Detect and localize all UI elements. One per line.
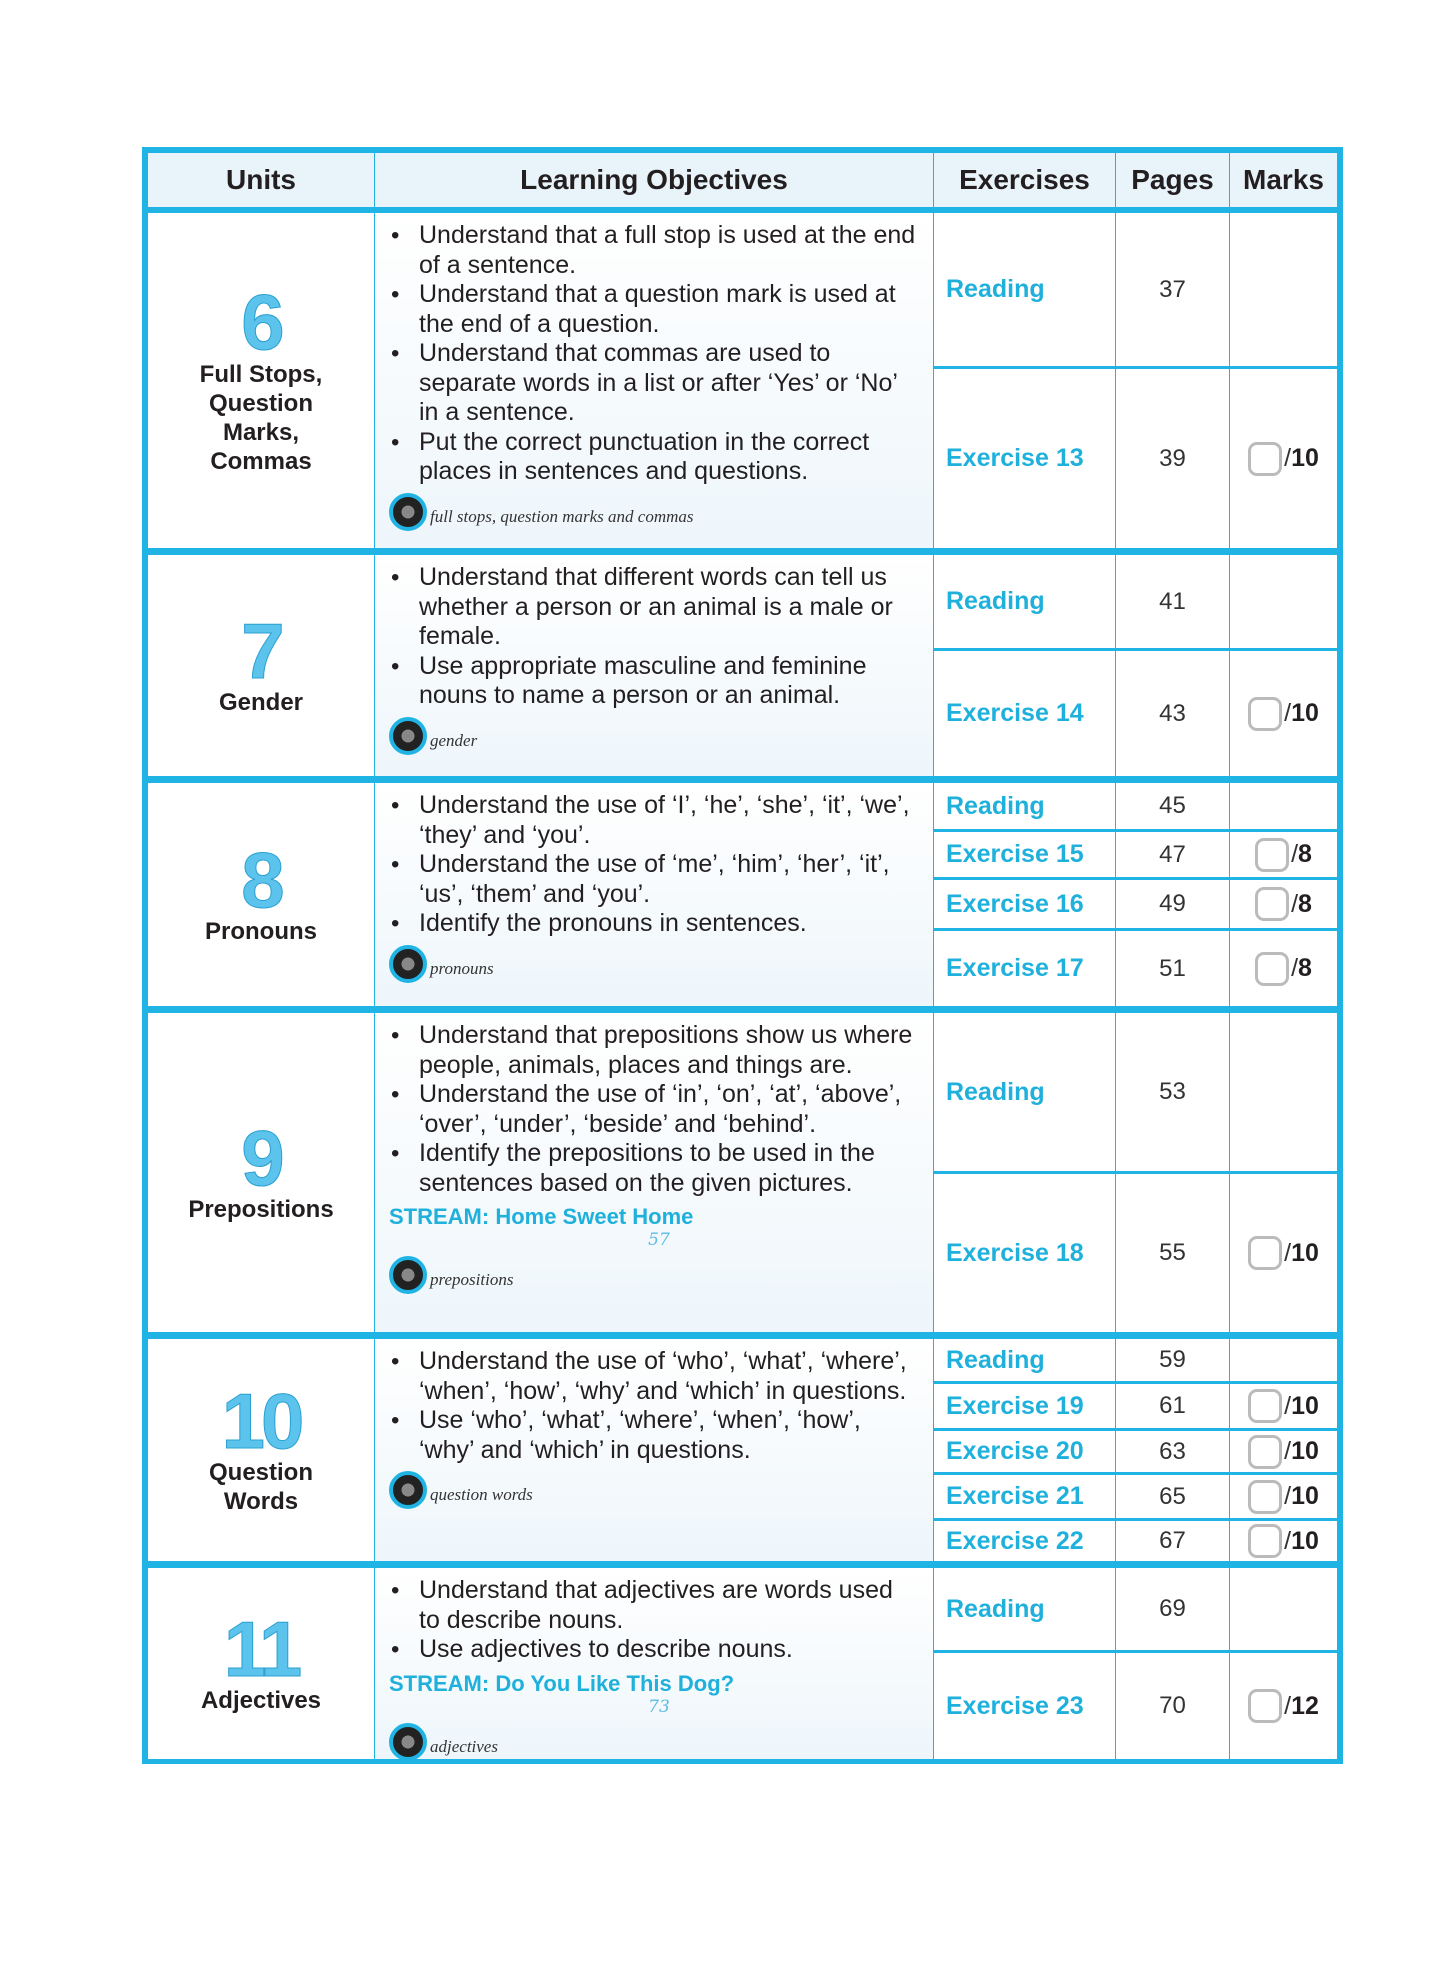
marks-slash: / bbox=[1284, 1238, 1292, 1267]
objectives-list bbox=[389, 1576, 919, 1665]
stream-label[interactable]: STREAM: Home Sweet Home bbox=[389, 1204, 694, 1229]
header-exercises: Exercises bbox=[934, 153, 1115, 207]
exercise-exercise-19[interactable]: Exercise 19 bbox=[934, 1384, 1115, 1428]
disc-icon bbox=[389, 1471, 427, 1509]
objective-item: • Use appropriate masculine and feminine nouns to name a person or an animal. bbox=[419, 652, 919, 711]
objective-item: • Identify the pronouns in sentences. bbox=[419, 909, 919, 939]
marks-input-box[interactable] bbox=[1248, 442, 1282, 476]
exercise-reading[interactable]: Reading bbox=[934, 783, 1115, 829]
marks-slash: / bbox=[1284, 1391, 1292, 1420]
exercise-exercise-18[interactable]: Exercise 18 bbox=[934, 1174, 1115, 1332]
marks-total: 12 bbox=[1291, 1691, 1319, 1720]
marks-cell bbox=[1230, 369, 1337, 548]
objective-item: • Understand that commas are used to separate words in a list or after ‘Yes’ or ‘No’ in a sentence. bbox=[419, 339, 919, 428]
digital-resource-tag[interactable] bbox=[389, 1723, 919, 1761]
marks-cell bbox=[1230, 1013, 1337, 1171]
marks-total: 10 bbox=[1291, 1238, 1319, 1267]
unit-cell bbox=[148, 1013, 374, 1332]
page-number: 61 bbox=[1116, 1384, 1229, 1428]
marks-slash: / bbox=[1284, 1482, 1292, 1510]
disc-icon bbox=[389, 1256, 427, 1294]
marks-cell bbox=[1230, 555, 1337, 648]
unit-title-line: Marks, bbox=[222, 418, 300, 446]
objectives-list bbox=[389, 563, 919, 711]
marks-cell bbox=[1230, 1431, 1337, 1472]
digital-resource-tag[interactable] bbox=[389, 717, 919, 755]
exercise-exercise-23[interactable]: Exercise 23 bbox=[934, 1653, 1115, 1759]
objectives-cell bbox=[375, 1568, 933, 1759]
objective-item: • Use adjectives to describe nouns. bbox=[419, 1635, 919, 1665]
header-objectives: Learning Objectives bbox=[375, 153, 933, 207]
marks-total: 10 bbox=[1291, 1526, 1319, 1555]
marks-total: 8 bbox=[1298, 954, 1312, 982]
exercise-reading[interactable]: Reading bbox=[934, 1339, 1115, 1381]
marks-input-box[interactable] bbox=[1248, 1524, 1282, 1558]
marks-total: 10 bbox=[1291, 1391, 1319, 1420]
disc-icon bbox=[389, 945, 427, 983]
unit-number: 10 bbox=[221, 1376, 301, 1465]
marks-slash: / bbox=[1284, 1437, 1292, 1465]
marks-input-box[interactable] bbox=[1248, 1480, 1282, 1514]
stream-link[interactable] bbox=[389, 1204, 919, 1250]
digital-resource-tag[interactable] bbox=[389, 945, 919, 983]
objective-item: • Understand that prepositions show us where people, animals, places and things are. bbox=[419, 1021, 919, 1080]
page-number: 41 bbox=[1116, 555, 1229, 648]
objective-item: • Understand the use of ‘who’, ‘what’, ‘where’, ‘when’, ‘how’, ‘why’ and ‘which’ in questions. bbox=[419, 1347, 919, 1406]
page-number: 59 bbox=[1116, 1339, 1229, 1381]
stream-label[interactable]: STREAM: Do You Like This Dog? bbox=[389, 1670, 735, 1696]
objective-item: • Understand the use of ‘I’, ‘he’, ‘she’, ‘it’, ‘we’, ‘they’ and ‘you’. bbox=[419, 791, 919, 850]
page-number: 67 bbox=[1116, 1521, 1229, 1561]
marks-input-box[interactable] bbox=[1248, 1689, 1282, 1723]
exercise-reading[interactable]: Reading bbox=[934, 213, 1115, 366]
marks-cell bbox=[1230, 651, 1337, 776]
unit-contents-table bbox=[142, 147, 1343, 1764]
objective-item: • Use ‘who’, ‘what’, ‘where’, ‘when’, ‘how’, ‘why’ and ‘which’ in questions. bbox=[419, 1406, 919, 1465]
unit-cell bbox=[148, 213, 374, 548]
digital-resource-tag[interactable] bbox=[389, 1256, 919, 1294]
exercise-exercise-22[interactable]: Exercise 22 bbox=[934, 1521, 1115, 1561]
unit-title-line: Pronouns bbox=[205, 918, 317, 946]
page-number: 47 bbox=[1116, 832, 1229, 877]
marks-slash: / bbox=[1284, 444, 1292, 472]
exercise-reading[interactable]: Reading bbox=[934, 1568, 1115, 1650]
marks-input-box[interactable] bbox=[1248, 1236, 1282, 1270]
exercise-exercise-15[interactable]: Exercise 15 bbox=[934, 832, 1115, 877]
marks-total: 10 bbox=[1291, 1482, 1319, 1510]
marks-total: 8 bbox=[1298, 840, 1312, 868]
page-number: 39 bbox=[1116, 369, 1229, 548]
objective-item: • Understand that a full stop is used at the end of a sentence. bbox=[419, 221, 919, 280]
marks-slash: / bbox=[1284, 1526, 1292, 1555]
tag-label: prepositions bbox=[430, 1270, 514, 1289]
unit-number: 8 bbox=[241, 835, 281, 924]
header-units: Units bbox=[148, 153, 374, 207]
unit-title-line: Gender bbox=[218, 689, 304, 717]
objective-item: • Understand the use of ‘me’, ‘him’, ‘her’, ‘it’, ‘us’, ‘them’ and ‘you’. bbox=[419, 850, 919, 909]
marks-cell bbox=[1230, 1339, 1337, 1381]
stream-page: 57 bbox=[648, 1230, 670, 1250]
page-number: 51 bbox=[1116, 931, 1229, 1006]
page-number: 53 bbox=[1116, 1013, 1229, 1171]
marks-cell bbox=[1230, 1475, 1337, 1518]
marks-slash: / bbox=[1291, 840, 1299, 868]
unit-number: 6 bbox=[241, 278, 281, 367]
tag-label: pronouns bbox=[430, 958, 494, 978]
page-number: 63 bbox=[1116, 1431, 1229, 1472]
objective-item: • Understand that a question mark is used at the end of a question. bbox=[419, 280, 919, 339]
objective-item: • Understand that different words can tell us whether a person or an animal is a male or female. bbox=[419, 563, 919, 652]
header-marks: Marks bbox=[1230, 153, 1337, 207]
page-number: 37 bbox=[1116, 213, 1229, 366]
objective-item: • Identify the prepositions to be used in the sentences based on the given pictures. bbox=[419, 1139, 919, 1198]
objectives-list bbox=[389, 1021, 919, 1198]
unit-cell bbox=[148, 1568, 374, 1759]
marks-cell bbox=[1230, 880, 1337, 928]
unit-number: 7 bbox=[241, 606, 281, 695]
page-number: 45 bbox=[1116, 783, 1229, 829]
unit-cell bbox=[148, 783, 374, 1006]
marks-cell bbox=[1230, 1521, 1337, 1561]
marks-cell bbox=[1230, 832, 1337, 877]
digital-resource-tag[interactable] bbox=[389, 493, 919, 531]
exercise-exercise-20[interactable]: Exercise 20 bbox=[934, 1431, 1115, 1472]
objective-item: • Understand the use of ‘in’, ‘on’, ‘at’, ‘above’, ‘over’, ‘under’, ‘beside’ and ‘behind’. bbox=[419, 1080, 919, 1139]
unit-number: 9 bbox=[241, 1113, 281, 1202]
tag-label: adjectives bbox=[430, 1736, 498, 1756]
tag-label: gender bbox=[430, 730, 478, 750]
objectives-list bbox=[389, 791, 919, 939]
marks-slash: / bbox=[1291, 889, 1299, 918]
objectives-cell bbox=[375, 1339, 933, 1561]
marks-input-box[interactable] bbox=[1255, 887, 1289, 921]
unit-title-line: Words bbox=[223, 1488, 299, 1516]
marks-slash: / bbox=[1284, 699, 1292, 727]
unit-title-line: Commas bbox=[210, 447, 312, 475]
objective-item: • Put the correct punctuation in the correct places in sentences and questions. bbox=[419, 428, 919, 487]
exercise-exercise-21[interactable]: Exercise 21 bbox=[934, 1475, 1115, 1518]
objectives-list bbox=[389, 221, 919, 487]
marks-cell bbox=[1230, 931, 1337, 1006]
marks-slash: / bbox=[1284, 1691, 1292, 1720]
marks-input-box[interactable] bbox=[1248, 697, 1282, 731]
unit-number: 11 bbox=[223, 1604, 299, 1693]
page-number: 70 bbox=[1116, 1653, 1229, 1759]
unit-title-line: Adjectives bbox=[200, 1687, 322, 1715]
unit-title-line: Question bbox=[208, 389, 313, 417]
stream-link[interactable] bbox=[389, 1671, 919, 1717]
exercise-exercise-17[interactable]: Exercise 17 bbox=[934, 931, 1115, 1006]
marks-cell bbox=[1230, 213, 1337, 366]
exercise-exercise-16[interactable]: Exercise 16 bbox=[934, 880, 1115, 928]
exercise-exercise-13[interactable]: Exercise 13 bbox=[934, 369, 1115, 548]
page-number: 43 bbox=[1116, 651, 1229, 776]
header-pages: Pages bbox=[1116, 153, 1229, 207]
marks-total: 8 bbox=[1298, 889, 1312, 918]
digital-resource-tag[interactable] bbox=[389, 1471, 919, 1509]
marks-cell bbox=[1230, 783, 1337, 829]
page-number: 69 bbox=[1116, 1568, 1229, 1650]
marks-input-box[interactable] bbox=[1255, 838, 1289, 872]
objectives-list bbox=[389, 1347, 919, 1465]
disc-icon bbox=[389, 493, 427, 531]
exercise-reading[interactable]: Reading bbox=[934, 555, 1115, 648]
marks-total: 10 bbox=[1291, 1437, 1319, 1465]
page-number: 65 bbox=[1116, 1475, 1229, 1518]
objectives-cell bbox=[375, 555, 933, 776]
marks-input-box[interactable] bbox=[1248, 1389, 1282, 1423]
exercise-exercise-14[interactable]: Exercise 14 bbox=[934, 651, 1115, 776]
stream-page: 73 bbox=[648, 1696, 670, 1717]
marks-input-box[interactable] bbox=[1248, 1435, 1282, 1469]
marks-slash: / bbox=[1291, 954, 1299, 982]
unit-cell bbox=[148, 1339, 374, 1561]
page-number: 49 bbox=[1116, 880, 1229, 928]
objectives-cell bbox=[375, 783, 933, 1006]
marks-cell bbox=[1230, 1653, 1337, 1759]
objectives-cell bbox=[375, 213, 933, 548]
unit-title-line: Full Stops, bbox=[199, 360, 323, 388]
objective-item: • Understand that adjectives are words used to describe nouns. bbox=[419, 1576, 919, 1635]
marks-cell bbox=[1230, 1174, 1337, 1332]
marks-input-box[interactable] bbox=[1255, 952, 1289, 986]
exercise-reading[interactable]: Reading bbox=[934, 1013, 1115, 1171]
page-number: 55 bbox=[1116, 1174, 1229, 1332]
tag-label: full stops, question marks and commas bbox=[430, 506, 694, 526]
disc-icon bbox=[389, 1723, 427, 1761]
unit-cell bbox=[148, 555, 374, 776]
marks-cell bbox=[1230, 1384, 1337, 1428]
objectives-cell bbox=[375, 1013, 933, 1332]
unit-title-line: Question bbox=[208, 1459, 313, 1487]
tag-label: question words bbox=[430, 1485, 533, 1504]
marks-total: 10 bbox=[1291, 444, 1319, 472]
marks-total: 10 bbox=[1291, 699, 1319, 727]
marks-cell bbox=[1230, 1568, 1337, 1650]
disc-icon bbox=[389, 717, 427, 755]
unit-title-line: Prepositions bbox=[188, 1196, 334, 1224]
